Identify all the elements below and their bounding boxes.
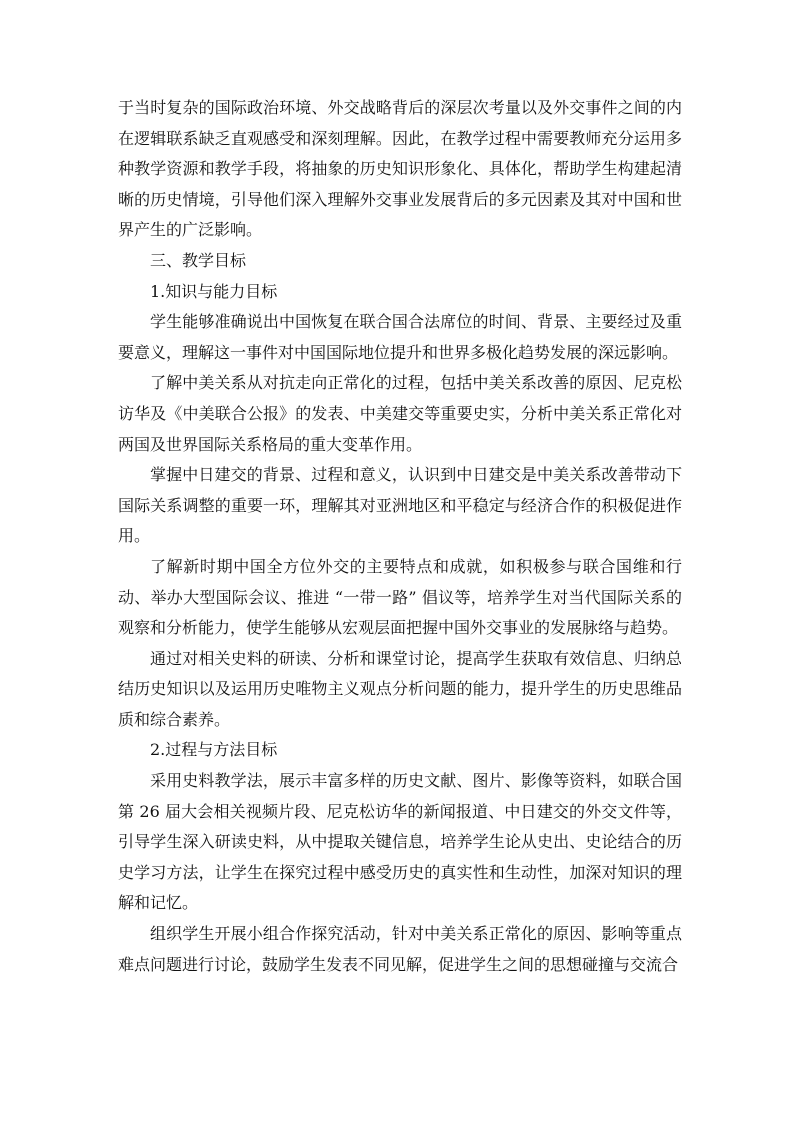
document-body [118, 93, 682, 980]
paragraph-group-inquiry: 组织学生开展小组合作探究活动，针对中美关系正常化的原因、影响等重点难点问题进行讨论，鼓励学生发表不同见解，促进学生之间的思想碰撞与交流合 [118, 924, 682, 974]
paragraph-sino-japan: 掌握中日建交的背景、过程和意义，认识到中日建交是中美关系改善带动下国际关系调整的重要一环，理解其对亚洲地区和平稳定与经济合作的积极促进作用。 [118, 465, 682, 546]
section-heading-teaching-objectives: 三、教学目标 [150, 250, 247, 270]
subheading-process-method: 2.过程与方法目标 [150, 740, 278, 760]
subheading-knowledge-ability: 1.知识与能力目标 [150, 281, 278, 301]
continued-paragraph: 于当时复杂的国际政治环境、外交战略背后的深层次考量以及外交事件之间的内在逻辑联系缺乏直观感受和深刻理解。因此，在教学过程中需要教师充分运用多种教学资源和教学手段，将抽象的历史知识形象化、具体化，帮助学生构建起清晰的历史情境，引导他们深入理解外交事业发展背后的多元因素及其对中国和世界产生的广泛影响。 [118, 98, 682, 240]
paragraph-sino-us: 了解中美关系从对抗走向正常化的过程，包括中美关系改善的原因、尼克松访华及《中美联合公报》的发表、中美建交等重要史实，分析中美关系正常化对两国及世界国际关系格局的重大变革作用。 [118, 373, 682, 454]
paragraph-un-seat: 学生能够准确说出中国恢复在联合国合法席位的时间、背景、主要经过及重要意义，理解这一事件对中国国际地位提升和世界多极化趋势发展的深远影响。 [118, 312, 682, 362]
paragraph-new-era-diplomacy: 了解新时期中国全方位外交的主要特点和成就，如积极参与联合国维和行动、举办大型国际会议、推进 “一带一路” 倡议等，培养学生对当代国际关系的观察和分析能力，使学生能够从宏观层面把握中国外交事业的发展脉络与趋势。 [118, 556, 682, 638]
paragraph-source-teaching: 采用史料教学法，展示丰富多样的历史文献、图片、影像等资料，如联合国第 26 届大会相关视频片段、尼克松访华的新闻报道、中日建交的外交文件等，引导学生深入研读史料，从中提取关键信息，培养学生论从史出、史论结合的历史学习方法，让学生在探究过程中感受历史的真实性和生动性，加深对知识的理解和记忆。 [118, 771, 682, 913]
paragraph-historical-thinking: 通过对相关史料的研读、分析和课堂讨论，提高学生获取有效信息、归纳总结历史知识以及运用历史唯物主义观点分析问题的能力，提升学生的历史思维品质和综合素养。 [118, 648, 682, 729]
